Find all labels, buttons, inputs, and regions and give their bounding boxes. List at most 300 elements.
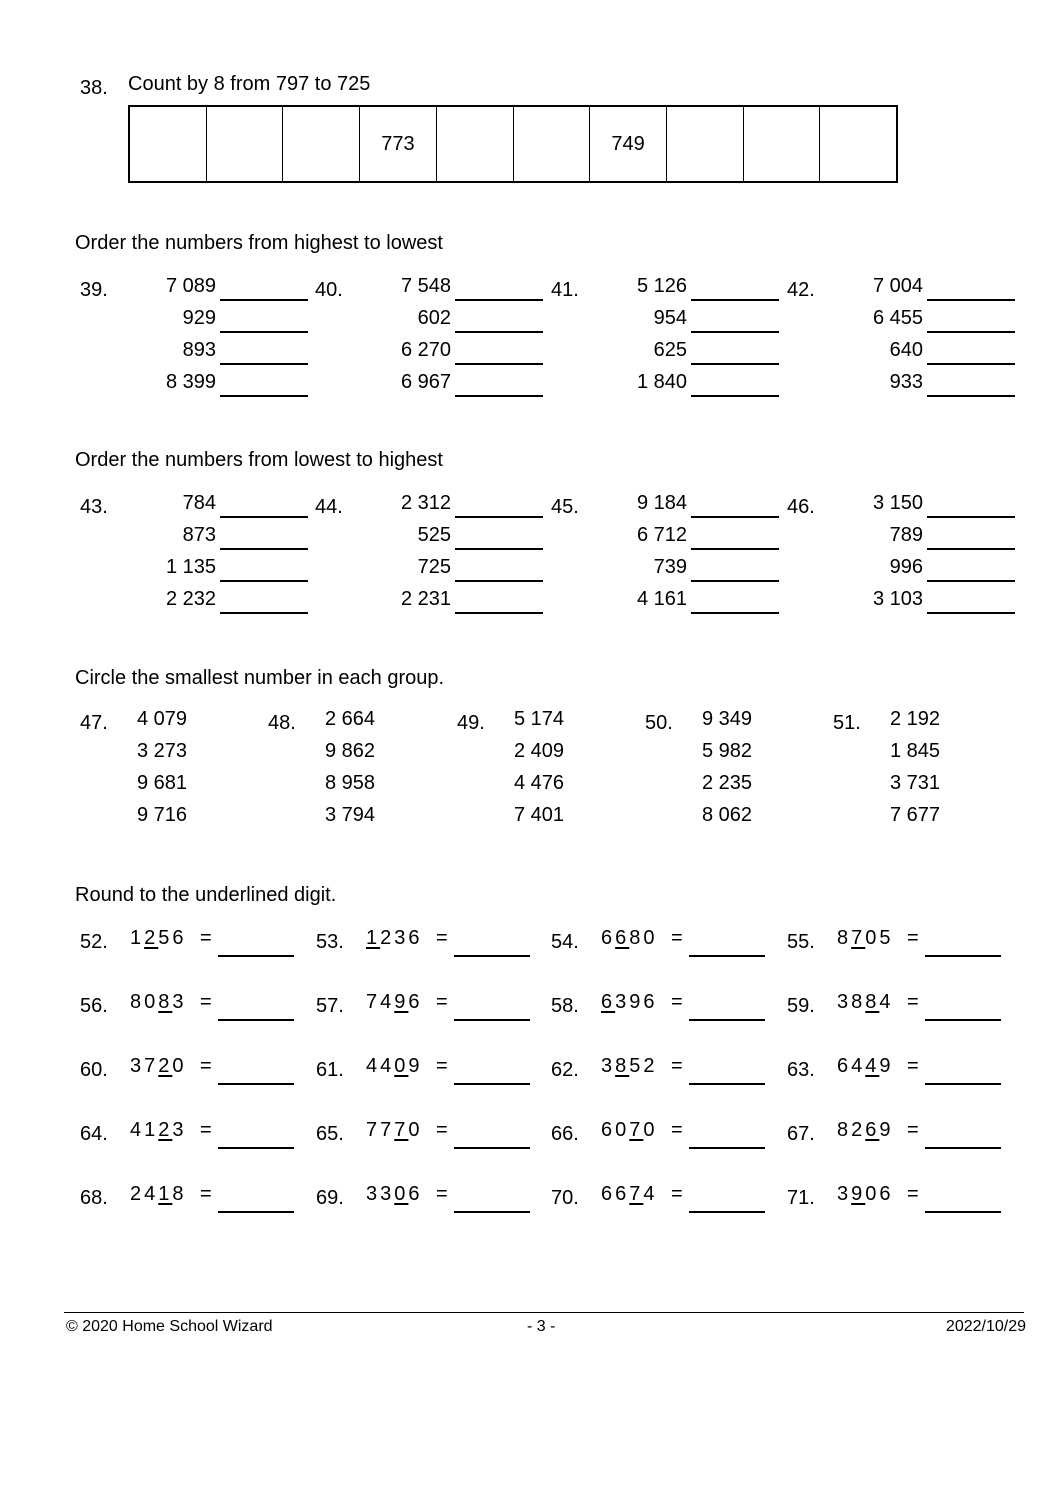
number-value: 789 (889, 524, 923, 546)
number-value: 954 (653, 307, 687, 329)
digits-before: 82 (837, 1119, 866, 1141)
underlined-digit: 6 (865, 1119, 880, 1141)
count-cell[interactable] (437, 107, 514, 181)
number-value: 1 840 (636, 371, 687, 393)
equals-sign: = (671, 1183, 683, 1205)
section-heading: Circle the smallest number in each group. (75, 667, 445, 689)
underlined-digit: 1 (158, 1183, 173, 1205)
round-item (316, 1119, 546, 1159)
circle-option[interactable]: 2 409 (514, 740, 565, 762)
question-number: 54. (551, 931, 579, 953)
circle-option[interactable]: 3 273 (137, 740, 188, 762)
equals-sign: = (907, 991, 919, 1013)
digits-after: 56 (158, 927, 187, 949)
answer-blank[interactable] (689, 1083, 765, 1085)
section-heading: Order the numbers from highest to lowest (75, 232, 443, 254)
order-row (787, 275, 1017, 307)
round-item (316, 1055, 546, 1095)
order-row (315, 556, 545, 588)
answer-blank[interactable] (689, 1211, 765, 1213)
equals-sign: = (200, 1119, 212, 1141)
question-number: 62. (551, 1059, 579, 1081)
order-row (80, 275, 310, 307)
number-value: 996 (889, 556, 923, 578)
round-number (130, 1055, 187, 1078)
answer-blank[interactable] (220, 299, 308, 301)
digits-after: 80 (629, 927, 658, 949)
order-row (80, 556, 310, 588)
round-number (366, 991, 423, 1014)
digits-after: 236 (380, 927, 423, 949)
round-item (787, 1055, 1017, 1095)
order-row (551, 275, 781, 307)
round-item (316, 1183, 546, 1223)
circle-group (457, 710, 637, 840)
digits-after: 05 (865, 927, 894, 949)
answer-blank[interactable] (454, 1147, 530, 1149)
digits-before: 38 (837, 991, 866, 1013)
question-number: 68. (80, 1187, 108, 1209)
round-item (787, 991, 1017, 1031)
question-number: 42. (787, 279, 815, 301)
order-row (787, 588, 1017, 620)
number-value: 2 312 (400, 492, 451, 514)
round-item (551, 1119, 781, 1159)
answer-blank[interactable] (218, 955, 294, 957)
number-value: 3 103 (872, 588, 923, 610)
order-row (551, 371, 781, 403)
number-value: 3 150 (872, 492, 923, 514)
circle-option[interactable]: 4 476 (514, 772, 565, 794)
number-value: 929 (182, 307, 216, 329)
circle-option[interactable]: 2 235 (702, 772, 753, 794)
round-item (787, 1183, 1017, 1223)
count-cell: 749 (590, 107, 667, 181)
order-row (315, 275, 545, 307)
question-number: 64. (80, 1123, 108, 1145)
round-item (551, 1055, 781, 1095)
answer-blank[interactable] (454, 1019, 530, 1021)
circle-option[interactable]: 5 982 (702, 740, 753, 762)
count-cell[interactable] (744, 107, 821, 181)
answer-blank[interactable] (927, 299, 1015, 301)
circle-option[interactable]: 2 664 (325, 708, 376, 730)
count-cell[interactable] (667, 107, 744, 181)
number-value: 933 (889, 371, 923, 393)
round-number (366, 1119, 423, 1142)
digits-after: 0 (643, 1119, 658, 1141)
order-row (80, 339, 310, 371)
digits-before: 1 (130, 927, 145, 949)
order-row (315, 307, 545, 339)
underlined-digit: 7 (394, 1119, 409, 1141)
count-cell: 773 (360, 107, 437, 181)
underlined-digit: 7 (851, 927, 866, 949)
circle-option[interactable]: 2 192 (890, 708, 941, 730)
answer-blank[interactable] (927, 395, 1015, 397)
circle-option[interactable]: 8 958 (325, 772, 376, 794)
circle-option[interactable]: 9 716 (137, 804, 188, 826)
number-value: 8 399 (165, 371, 216, 393)
round-item (316, 991, 546, 1031)
equals-sign: = (436, 991, 448, 1013)
round-number (601, 1055, 658, 1078)
number-value: 7 548 (400, 275, 451, 297)
question-number: 66. (551, 1123, 579, 1145)
answer-blank[interactable] (925, 1211, 1001, 1213)
underlined-digit: 4 (865, 1055, 880, 1077)
digits-after: 8 (172, 1183, 187, 1205)
underlined-digit: 9 (394, 991, 409, 1013)
round-item (80, 1119, 310, 1159)
answer-blank[interactable] (691, 299, 779, 301)
number-value: 6 270 (400, 339, 451, 361)
question-number: 39. (80, 279, 108, 301)
answer-blank[interactable] (691, 331, 779, 333)
order-row (315, 492, 545, 524)
answer-blank[interactable] (218, 1083, 294, 1085)
answer-blank[interactable] (927, 331, 1015, 333)
answer-blank[interactable] (691, 548, 779, 550)
number-value: 7 004 (872, 275, 923, 297)
footer-divider (64, 1312, 1024, 1313)
answer-blank[interactable] (455, 331, 543, 333)
answer-blank[interactable] (927, 548, 1015, 550)
question-number: 45. (551, 496, 579, 518)
answer-blank[interactable] (455, 299, 543, 301)
round-item (551, 991, 781, 1031)
footer-page-number: - 3 - (527, 1318, 556, 1335)
equals-sign: = (907, 927, 919, 949)
question-number: 63. (787, 1059, 815, 1081)
answer-blank[interactable] (220, 580, 308, 582)
order-row (787, 556, 1017, 588)
circle-option[interactable]: 5 174 (514, 708, 565, 730)
answer-blank[interactable] (218, 1147, 294, 1149)
digits-after: 52 (629, 1055, 658, 1077)
round-item (551, 927, 781, 967)
round-number (837, 1119, 894, 1142)
order-row (787, 371, 1017, 403)
answer-blank[interactable] (220, 548, 308, 550)
question-number: 71. (787, 1187, 815, 1209)
answer-blank[interactable] (454, 1083, 530, 1085)
answer-blank[interactable] (925, 1019, 1001, 1021)
circle-option[interactable]: 3 794 (325, 804, 376, 826)
count-cell[interactable] (820, 107, 896, 181)
order-row (315, 339, 545, 371)
number-value: 893 (182, 339, 216, 361)
circle-option[interactable]: 9 862 (325, 740, 376, 762)
digits-before: 33 (366, 1183, 395, 1205)
round-item (551, 1183, 781, 1223)
question-number: 61. (316, 1059, 344, 1081)
digits-before: 64 (837, 1055, 866, 1077)
question-number: 56. (80, 995, 108, 1017)
digits-before: 37 (130, 1055, 159, 1077)
order-row (551, 524, 781, 556)
equals-sign: = (436, 1183, 448, 1205)
order-row (551, 307, 781, 339)
circle-option[interactable]: 9 681 (137, 772, 188, 794)
digits-after: 0 (408, 1119, 423, 1141)
order-row (80, 492, 310, 524)
count-instruction: Count by 8 from 797 to 725 (128, 73, 371, 95)
order-row (551, 588, 781, 620)
circle-option[interactable]: 3 731 (890, 772, 941, 794)
count-cell[interactable] (514, 107, 591, 181)
answer-blank[interactable] (455, 548, 543, 550)
answer-blank[interactable] (218, 1019, 294, 1021)
answer-blank[interactable] (691, 516, 779, 518)
round-number (130, 927, 187, 950)
answer-blank[interactable] (454, 955, 530, 957)
digits-before: 41 (130, 1119, 159, 1141)
round-item (316, 927, 546, 967)
number-value: 602 (417, 307, 451, 329)
circle-group (268, 710, 448, 840)
digits-after: 9 (879, 1119, 894, 1141)
digits-after: 4 (643, 1183, 658, 1205)
answer-blank[interactable] (455, 363, 543, 365)
number-value: 2 232 (165, 588, 216, 610)
round-item (80, 1183, 310, 1223)
number-value: 7 089 (165, 275, 216, 297)
order-group (80, 494, 310, 624)
number-value: 739 (653, 556, 687, 578)
answer-blank[interactable] (220, 395, 308, 397)
number-value: 5 126 (636, 275, 687, 297)
number-value: 640 (889, 339, 923, 361)
answer-blank[interactable] (455, 516, 543, 518)
number-value: 725 (417, 556, 451, 578)
digits-after: 0 (172, 1055, 187, 1077)
question-number: 46. (787, 496, 815, 518)
round-number (837, 927, 894, 950)
digits-after: 9 (879, 1055, 894, 1077)
underlined-digit: 7 (629, 1183, 644, 1205)
order-row (551, 339, 781, 371)
answer-blank[interactable] (220, 516, 308, 518)
number-value: 873 (182, 524, 216, 546)
round-number (601, 1119, 658, 1142)
round-number (366, 927, 423, 950)
count-table (128, 105, 898, 183)
underlined-digit: 8 (615, 1055, 630, 1077)
section-heading: Round to the underlined digit. (75, 884, 337, 906)
question-number: 57. (316, 995, 344, 1017)
digits-before: 8 (837, 927, 852, 949)
order-group (787, 494, 1017, 624)
question-number: 43. (80, 496, 108, 518)
round-item (787, 1119, 1017, 1159)
order-row (80, 524, 310, 556)
answer-blank[interactable] (691, 363, 779, 365)
equals-sign: = (200, 1183, 212, 1205)
number-value: 784 (182, 492, 216, 514)
equals-sign: = (436, 1119, 448, 1141)
round-number (601, 1183, 658, 1206)
order-group (787, 277, 1017, 407)
answer-blank[interactable] (689, 955, 765, 957)
round-number (601, 991, 658, 1014)
number-value: 525 (417, 524, 451, 546)
digits-before: 80 (130, 991, 159, 1013)
number-value: 6 455 (872, 307, 923, 329)
order-group (80, 277, 310, 407)
order-row (787, 524, 1017, 556)
digits-after: 396 (615, 991, 658, 1013)
round-item (80, 1055, 310, 1095)
round-number (130, 1183, 187, 1206)
equals-sign: = (436, 1055, 448, 1077)
equals-sign: = (671, 927, 683, 949)
question-number: 47. (80, 712, 108, 734)
digits-after: 3 (172, 991, 187, 1013)
digits-before: 66 (601, 1183, 630, 1205)
answer-blank[interactable] (689, 1019, 765, 1021)
underlined-digit: 8 (865, 991, 880, 1013)
digits-before: 44 (366, 1055, 395, 1077)
order-group (315, 494, 545, 624)
circle-option[interactable]: 1 845 (890, 740, 941, 762)
underlined-digit: 6 (601, 991, 616, 1013)
order-group (551, 494, 781, 624)
digits-before: 3 (837, 1183, 852, 1205)
footer-copyright: © 2020 Home School Wizard (66, 1318, 273, 1335)
question-number: 70. (551, 1187, 579, 1209)
answer-blank[interactable] (925, 955, 1001, 957)
question-number: 38. (80, 77, 108, 99)
round-item (80, 991, 310, 1031)
circle-group (833, 710, 1013, 840)
answer-blank[interactable] (927, 612, 1015, 614)
section-heading: Order the numbers from lowest to highest (75, 449, 443, 471)
order-row (80, 371, 310, 403)
answer-blank[interactable] (925, 1083, 1001, 1085)
number-value: 9 184 (636, 492, 687, 514)
equals-sign: = (907, 1183, 919, 1205)
equals-sign: = (436, 927, 448, 949)
answer-blank[interactable] (220, 363, 308, 365)
order-group (551, 277, 781, 407)
question-number: 52. (80, 931, 108, 953)
underlined-digit: 0 (394, 1183, 409, 1205)
question-number: 67. (787, 1123, 815, 1145)
question-number: 58. (551, 995, 579, 1017)
question-number: 65. (316, 1123, 344, 1145)
digits-before: 74 (366, 991, 395, 1013)
underlined-digit: 2 (158, 1055, 173, 1077)
answer-blank[interactable] (218, 1211, 294, 1213)
answer-blank[interactable] (691, 612, 779, 614)
digits-after: 06 (865, 1183, 894, 1205)
question-number: 60. (80, 1059, 108, 1081)
digits-before: 60 (601, 1119, 630, 1141)
question-number: 55. (787, 931, 815, 953)
question-number: 48. (268, 712, 296, 734)
count-cell[interactable] (130, 107, 207, 181)
answer-blank[interactable] (220, 331, 308, 333)
order-group (315, 277, 545, 407)
number-value: 1 135 (165, 556, 216, 578)
answer-blank[interactable] (927, 580, 1015, 582)
answer-blank[interactable] (689, 1147, 765, 1149)
circle-option[interactable]: 8 062 (702, 804, 753, 826)
order-row (80, 307, 310, 339)
footer-date: 2022/10/29 (945, 1318, 1026, 1335)
answer-blank[interactable] (927, 516, 1015, 518)
round-number (837, 1183, 894, 1206)
question-number: 44. (315, 496, 343, 518)
circle-group (645, 710, 825, 840)
digits-after: 6 (408, 1183, 423, 1205)
underlined-digit: 1 (366, 927, 381, 949)
number-value: 625 (653, 339, 687, 361)
number-value: 6 712 (636, 524, 687, 546)
equals-sign: = (200, 1055, 212, 1077)
order-row (551, 556, 781, 588)
round-number (366, 1055, 423, 1078)
count-cell[interactable] (283, 107, 360, 181)
number-value: 2 231 (400, 588, 451, 610)
answer-blank[interactable] (454, 1211, 530, 1213)
underlined-digit: 6 (615, 927, 630, 949)
digits-before: 24 (130, 1183, 159, 1205)
underlined-digit: 2 (144, 927, 159, 949)
equals-sign: = (671, 991, 683, 1013)
answer-blank[interactable] (691, 395, 779, 397)
answer-blank[interactable] (220, 612, 308, 614)
round-number (601, 927, 658, 950)
question-number: 53. (316, 931, 344, 953)
circle-option[interactable]: 7 677 (890, 804, 941, 826)
equals-sign: = (907, 1055, 919, 1077)
digits-after: 9 (408, 1055, 423, 1077)
answer-blank[interactable] (691, 580, 779, 582)
answer-blank[interactable] (455, 612, 543, 614)
digits-after: 3 (172, 1119, 187, 1141)
equals-sign: = (671, 1119, 683, 1141)
answer-blank[interactable] (927, 363, 1015, 365)
circle-option[interactable]: 7 401 (514, 804, 565, 826)
round-item (80, 927, 310, 967)
order-row (787, 492, 1017, 524)
question-number: 59. (787, 995, 815, 1017)
order-row (80, 588, 310, 620)
count-cell[interactable] (207, 107, 284, 181)
underlined-digit: 9 (851, 1183, 866, 1205)
order-row (315, 524, 545, 556)
question-number: 41. (551, 279, 579, 301)
order-row (551, 492, 781, 524)
order-row (787, 339, 1017, 371)
digits-after: 6 (408, 991, 423, 1013)
circle-option[interactable]: 4 079 (137, 708, 188, 730)
digits-before: 77 (366, 1119, 395, 1141)
round-number (837, 991, 894, 1014)
answer-blank[interactable] (455, 580, 543, 582)
equals-sign: = (671, 1055, 683, 1077)
circle-group (80, 710, 260, 840)
digits-before: 6 (601, 927, 616, 949)
order-row (315, 371, 545, 403)
answer-blank[interactable] (925, 1147, 1001, 1149)
underlined-digit: 0 (394, 1055, 409, 1077)
circle-option[interactable]: 9 349 (702, 708, 753, 730)
question-number: 49. (457, 712, 485, 734)
answer-blank[interactable] (455, 395, 543, 397)
